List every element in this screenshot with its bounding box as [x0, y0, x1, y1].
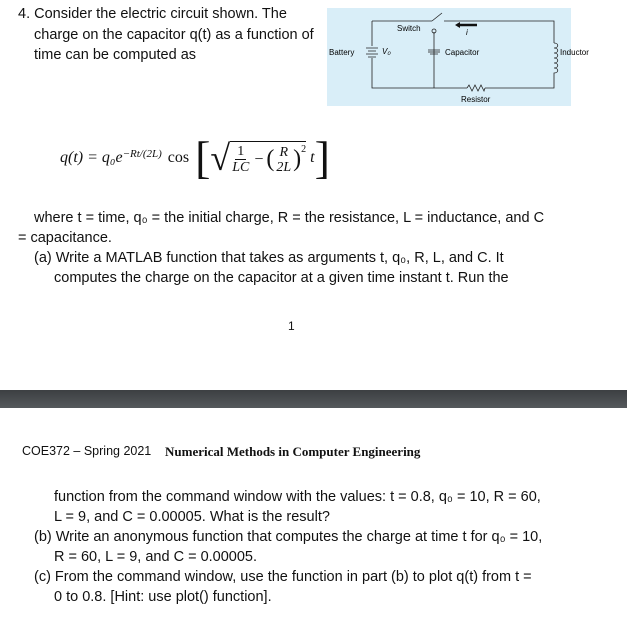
eq-lhs: q(t) = q₀e — [60, 149, 123, 166]
switch-label: Switch — [397, 24, 421, 33]
circuit-diagram — [327, 8, 589, 106]
battery-label: Battery — [329, 48, 355, 57]
bracket-right: ] — [314, 132, 330, 183]
inductor-label: Inductor — [560, 48, 589, 57]
page2-line-2: L = 9, and C = 0.00005. What is the result? — [54, 509, 330, 525]
definitions-line-1: where t = time, q₀ = the initial charge, R = the resistance, L = inductance, and C — [34, 210, 545, 226]
eq-exponent: −Rt/(2L) — [122, 148, 162, 160]
v0-label: V₀ — [382, 47, 391, 56]
sqrt-sign: √ — [210, 138, 231, 178]
eq-square: 2 — [301, 144, 307, 155]
eq-r: R — [279, 144, 289, 160]
current-label: i — [466, 28, 468, 37]
capacitor-label: Capacitor — [445, 48, 480, 57]
page2-line-1: function from the command window with the values: t = 0.8, q₀ = 10, R = 60, — [54, 489, 541, 505]
part-a-line-1: (a) Write a MATLAB function that takes as arguments t, q₀, R, L, and C. It — [34, 250, 504, 266]
charge-equation: q(t) = q₀e $^{-Rt/(2L)}$ cos [ √ $\frac{1}{LC}$ − ( R 2L ) $^2$ t ] — [60, 132, 330, 183]
problem-line-3: time can be computed as — [34, 47, 197, 63]
bracket-left: [ — [195, 132, 211, 183]
footer-course: COE372 – Spring 2021 — [22, 444, 152, 458]
part-b-line-2: R = 60, L = 9, and C = 0.00005. — [54, 549, 258, 565]
page-separator — [0, 390, 627, 408]
resistor-label: Resistor — [461, 95, 491, 104]
problem-line-1: 4. Consider the electric circuit shown. The — [18, 6, 287, 22]
definitions-line-2: = capacitance. — [18, 230, 112, 246]
page-number: 1 — [288, 319, 295, 333]
eq-lc: LC — [232, 160, 250, 175]
eq-cos: cos — [167, 149, 190, 166]
part-c-line-2: 0 to 0.8. [Hint: use plot() function]. — [54, 589, 272, 605]
part-a-line-2: computes the charge on the capacitor at a given time instant t. Run the — [54, 270, 509, 286]
part-b-line-1: (b) Write an anonymous function that computes the charge at time t for q₀ = 10, — [34, 529, 543, 545]
eq-2l: 2L — [276, 159, 292, 175]
eq-t: t — [310, 149, 315, 166]
part-c-line-1: (c) From the command window, use the function in part (b) to plot q(t) from t = — [34, 569, 532, 585]
eq-one: 1 — [237, 144, 245, 159]
footer-title: Numerical Methods in Computer Engineering — [165, 444, 421, 459]
problem-line-2: charge on the capacitor q(t) as a function of — [34, 27, 314, 43]
